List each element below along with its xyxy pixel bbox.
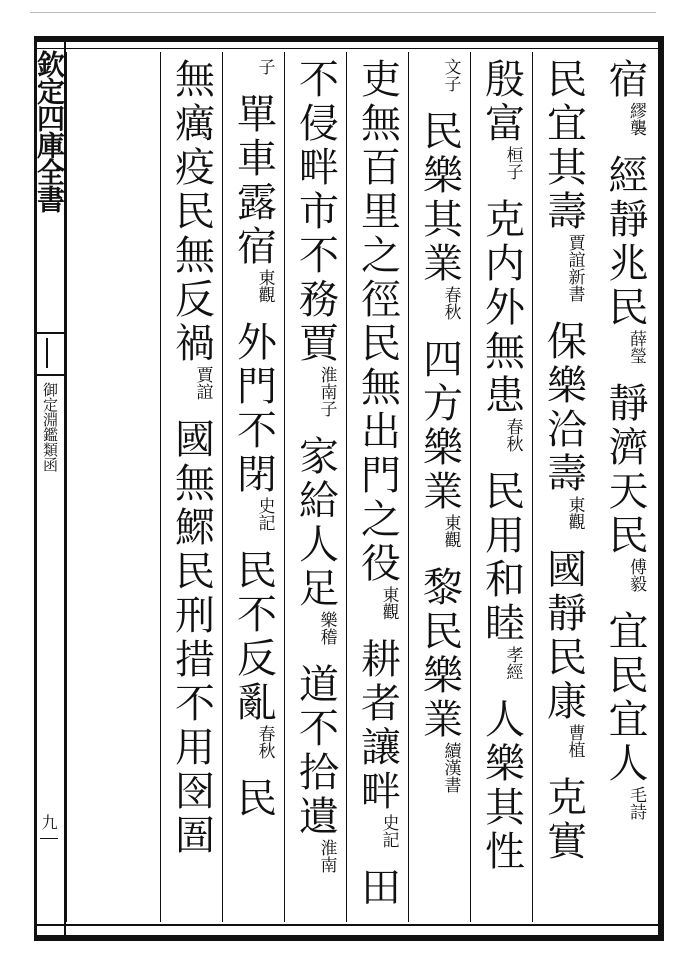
text-column-1: [594, 52, 656, 922]
column-text: [292, 58, 339, 918]
main-text: 民用和睦: [478, 470, 525, 646]
text-column-6: [284, 52, 346, 922]
text-column-8: [160, 52, 222, 922]
main-text: 耕者讓畔: [354, 638, 401, 814]
main-text: 道不拾遺: [292, 663, 339, 839]
main-text: 四方樂業: [416, 338, 463, 514]
main-text: 人樂其性: [478, 698, 525, 874]
main-text: 經靜兆民: [602, 154, 648, 330]
main-text: 刑措不用囹圄: [168, 594, 215, 858]
main-text: 保樂洽壽: [540, 320, 587, 496]
annotation: 東觀: [564, 496, 585, 530]
annotation: 淮南子: [316, 366, 337, 417]
annotation: 樂稽: [316, 611, 337, 645]
column-text: [416, 58, 463, 918]
main-text: 民不反亂: [230, 549, 277, 725]
main-text: 民宜其壽: [540, 58, 587, 234]
main-text: 家給人足: [292, 435, 339, 611]
annotation: 桓子: [502, 146, 523, 180]
annotation: 子: [254, 58, 275, 75]
page-number: 九: [39, 814, 58, 830]
annotation: 毛詩: [626, 786, 646, 820]
annotation: 東觀: [440, 514, 461, 548]
main-text: 黎民樂業: [416, 566, 463, 742]
main-text: 國無鰥民: [168, 418, 215, 594]
annotation: 東觀: [378, 586, 399, 620]
main-text: 民樂其業: [416, 110, 463, 286]
annotation: 賈誼: [192, 366, 213, 400]
page-number-rule: [40, 838, 58, 839]
annotation: 史記: [378, 814, 399, 848]
annotation: 淮南: [316, 839, 337, 873]
annotation: 春秋: [502, 418, 523, 452]
main-text: 克實: [540, 776, 587, 864]
main-text: 不侵畔市不務賈: [292, 58, 339, 366]
text-column-4: [408, 52, 470, 922]
annotation: 春秋: [254, 725, 275, 759]
column-text: [230, 58, 277, 918]
main-text: 單車露宿: [230, 93, 277, 269]
text-column-spacer: [66, 52, 160, 922]
column-text: [478, 58, 525, 918]
column-text: [540, 58, 587, 918]
annotation: 續漢書: [440, 742, 461, 793]
collection-title: 欽定四庫全書: [33, 50, 66, 212]
annotation: 繆襲: [626, 102, 646, 136]
main-text: 宿: [602, 58, 648, 102]
annotation: 東觀: [254, 269, 275, 303]
fish-tail-mark: [34, 332, 64, 376]
main-text: 國靜民康: [540, 548, 587, 724]
annotation: 曹植: [564, 724, 585, 758]
frame-inner-top: [34, 48, 664, 49]
top-rule: [30, 12, 656, 13]
main-text: 外門不閉: [230, 321, 277, 497]
main-text: 田: [354, 866, 401, 910]
main-text: 無癘疫: [168, 58, 215, 190]
annotation: 賈誼新書: [564, 234, 585, 302]
text-column-2: [532, 52, 594, 922]
column-text: [168, 58, 215, 918]
main-text: 宜民宜人: [602, 610, 648, 786]
annotation: 史記: [254, 497, 275, 531]
annotation: 薛瑩: [626, 330, 646, 364]
column-text: [354, 58, 401, 918]
column-text: [602, 58, 648, 918]
text-column-3: [470, 52, 532, 922]
main-text: 克内外無患: [478, 198, 525, 418]
annotation: 傅毅: [626, 558, 646, 592]
main-text: 殷富: [478, 58, 525, 146]
frame-inner-bottom: [34, 924, 664, 926]
annotation: 孝經: [502, 646, 523, 680]
annotation: 春秋: [440, 286, 461, 320]
text-column-5: [346, 52, 408, 922]
main-text: 靜濟天民: [602, 382, 648, 558]
main-text: 民: [230, 777, 277, 821]
text-column-7: [222, 52, 284, 922]
main-text: 民無反禍: [168, 190, 215, 366]
main-text: 吏無百里之徑民無出門之役: [354, 58, 401, 586]
book-title: 御定淵鑑類函: [41, 382, 59, 472]
margin-column: [34, 42, 66, 935]
annotation: 文子: [440, 58, 461, 92]
